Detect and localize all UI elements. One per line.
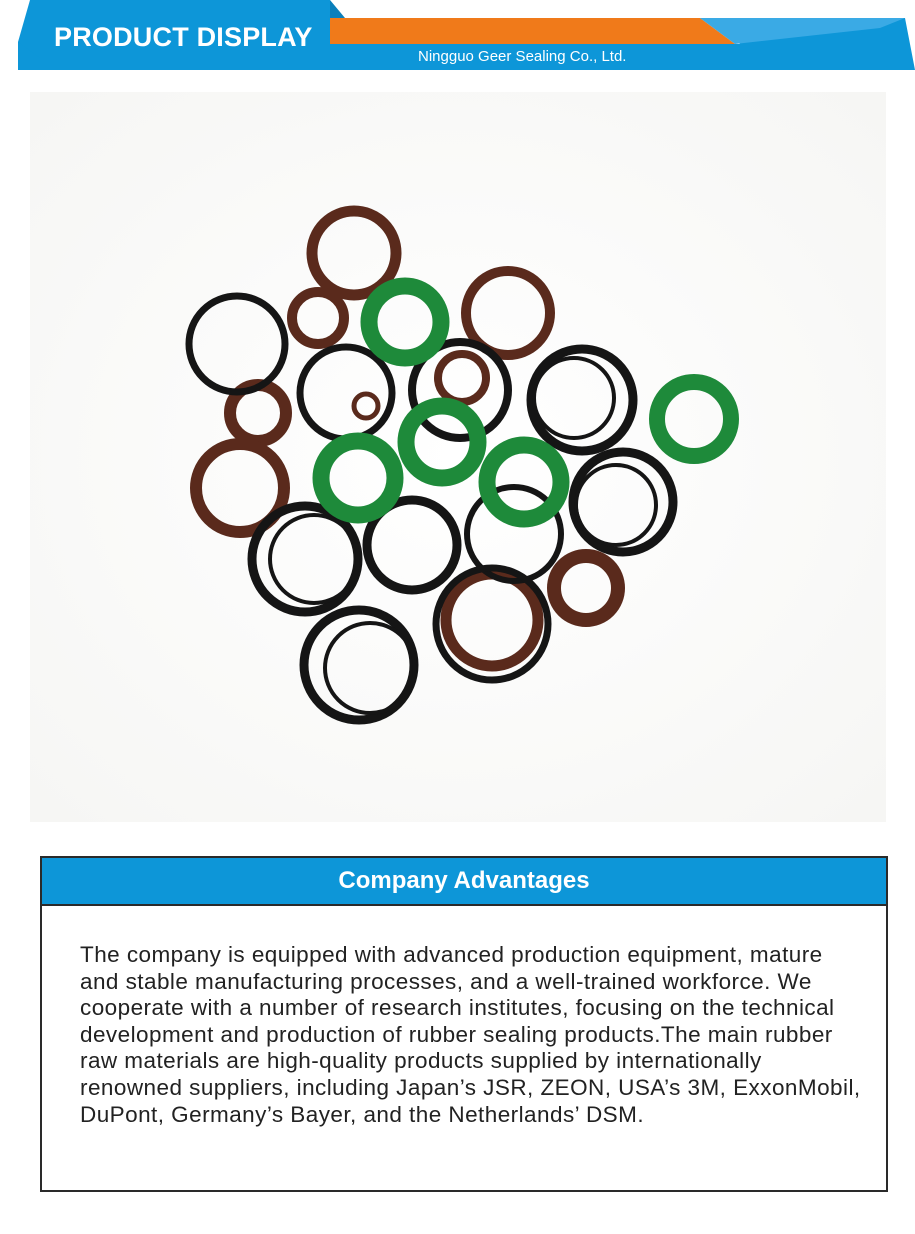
product-photo — [30, 92, 886, 822]
header-banner — [0, 0, 915, 75]
advantages-text: The company is equipped with advanced production equipment, mature and stable manufacturing processes, and a well-trained workforce. We cooperate with a number of research institutes, focusing on the technical development and production of rubber sealing products.The main rubber raw materials are high-quality products supplied by internationally renowned suppliers, including Japan’s JSR, ZEON, USA’s 3M, ExxonMobil, DuPont, Germany’s Bayer, and the Netherlands’ DSM. — [80, 942, 861, 1127]
advantages-title: Company Advantages — [338, 867, 590, 894]
company-advantages-panel — [40, 856, 888, 1192]
advantages-header — [42, 858, 886, 906]
company-name: Ningguo Geer Sealing Co., Ltd. — [418, 48, 627, 65]
o-ring-image — [30, 92, 886, 822]
page-title: PRODUCT DISPLAY — [54, 22, 313, 52]
